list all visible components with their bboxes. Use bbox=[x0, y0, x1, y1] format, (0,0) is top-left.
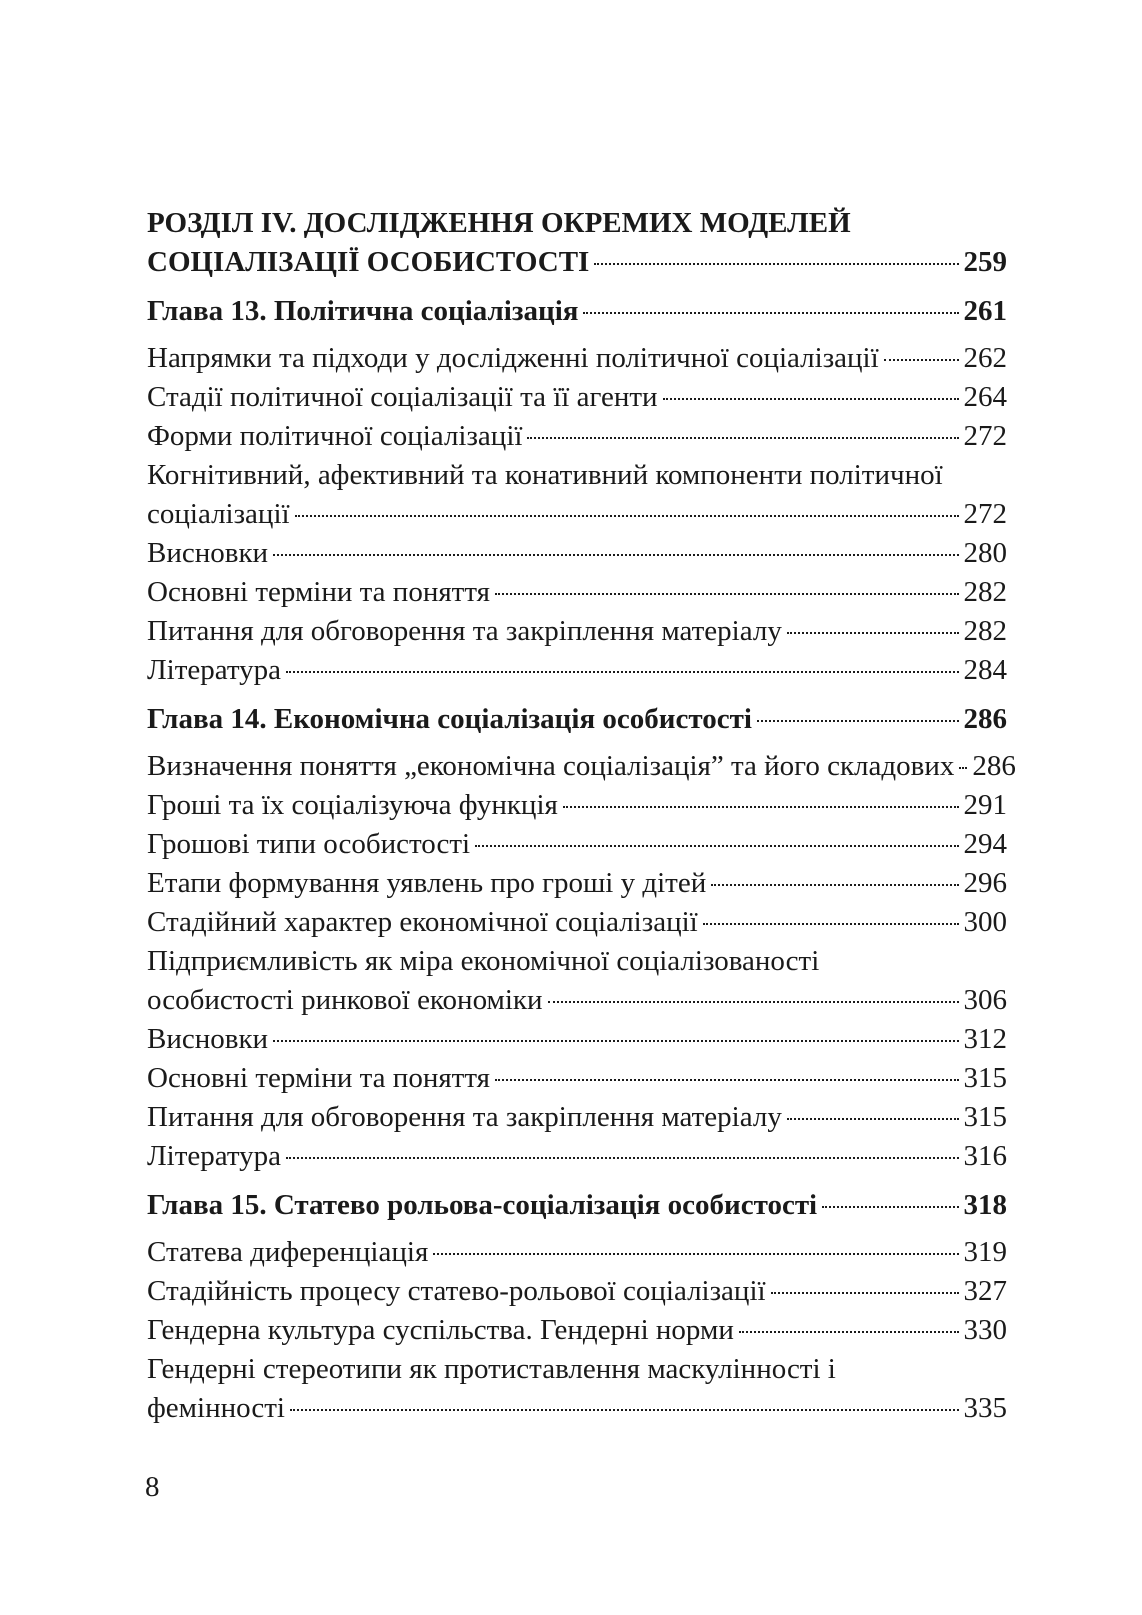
toc-entry[interactable] bbox=[147, 825, 1007, 864]
dot-leader bbox=[495, 1079, 959, 1081]
page-ref: 306 bbox=[963, 984, 1007, 1016]
entry-title: Гроші та їх соціалізуюча функція bbox=[147, 789, 558, 821]
dot-leader bbox=[527, 437, 958, 439]
toc-entry[interactable] bbox=[147, 747, 1016, 786]
toc-entry[interactable] bbox=[147, 1098, 1007, 1137]
page-ref: 318 bbox=[963, 1189, 1007, 1221]
dot-leader bbox=[433, 1253, 958, 1255]
entry-title: Висновки bbox=[147, 1023, 269, 1055]
toc-entry[interactable] bbox=[147, 573, 1007, 612]
dot-leader bbox=[739, 1331, 959, 1333]
dot-leader bbox=[548, 1001, 959, 1003]
page-ref: 335 bbox=[963, 1392, 1007, 1424]
entry-title: соціалізації bbox=[147, 498, 290, 530]
toc-entry[interactable] bbox=[147, 1233, 1007, 1272]
toc-entry[interactable] bbox=[147, 1020, 1007, 1059]
page-ref: 282 bbox=[963, 576, 1007, 608]
dot-leader bbox=[563, 806, 959, 808]
dot-leader bbox=[787, 632, 959, 634]
dot-leader bbox=[273, 554, 958, 556]
toc-entry-chapter[interactable] bbox=[147, 1186, 1007, 1225]
toc-entry[interactable] bbox=[147, 612, 1007, 651]
page-ref: 272 bbox=[963, 498, 1007, 530]
entry-title: Форми політичної соціалізації bbox=[147, 420, 523, 452]
toc-entry[interactable] bbox=[147, 534, 1007, 573]
entry-title: особистості ринкової економіки bbox=[147, 984, 543, 1016]
page-ref: 327 bbox=[963, 1275, 1007, 1307]
page-ref: 315 bbox=[963, 1062, 1007, 1094]
page-number: 8 bbox=[145, 1471, 160, 1503]
page-ref: 294 bbox=[963, 828, 1007, 860]
dot-leader bbox=[703, 923, 959, 925]
entry-title: Основні терміни та поняття bbox=[147, 1062, 490, 1094]
entry-title: фемінності bbox=[147, 1392, 285, 1424]
table-of-contents bbox=[147, 204, 1016, 1438]
chapter-title: Глава 13. Політична соціалізація bbox=[147, 295, 579, 327]
entry-title: Література bbox=[147, 1140, 282, 1172]
chapter-heading bbox=[147, 1186, 1007, 1225]
toc-entry[interactable] bbox=[147, 981, 1007, 1020]
entry-title: Стадійність процесу статево-рольової соціалізації bbox=[147, 1275, 766, 1307]
toc-entry-chapter[interactable] bbox=[147, 292, 1007, 331]
dot-leader bbox=[594, 263, 958, 265]
entry-title: Статева диференціація bbox=[147, 1236, 429, 1268]
entry-title: Основні терміни та поняття bbox=[147, 576, 490, 608]
dot-leader bbox=[495, 593, 959, 595]
entry-title: Література bbox=[147, 654, 282, 686]
entry-title-line-1: Гендерні стереотипи як протиставлення маскулінності і bbox=[147, 1353, 836, 1385]
chapter-heading bbox=[147, 292, 1007, 331]
page-ref: 286 bbox=[972, 750, 1016, 782]
dot-leader bbox=[711, 884, 958, 886]
chapter-entries bbox=[147, 747, 1016, 1176]
toc-entry[interactable] bbox=[147, 1311, 1007, 1350]
dot-leader bbox=[884, 359, 959, 361]
dot-leader bbox=[959, 767, 967, 769]
entry-title: Стадії політичної соціалізації та її агенти bbox=[147, 381, 658, 413]
entry-title-line-1: Підприємливість як міра економічної соціалізованості bbox=[147, 945, 820, 977]
entry-title: Напрямки та підходи у дослідженні політичної соціалізації bbox=[147, 342, 879, 374]
chapter-entries bbox=[147, 1233, 1007, 1428]
dot-leader bbox=[286, 671, 958, 673]
page-ref: 316 bbox=[963, 1140, 1007, 1172]
page-ref: 272 bbox=[963, 420, 1007, 452]
page-ref: 261 bbox=[963, 295, 1007, 327]
toc-entry[interactable] bbox=[147, 417, 1007, 456]
entry-title: Стадійний характер економічної соціалізації bbox=[147, 906, 698, 938]
chapter-entries bbox=[147, 339, 1007, 690]
entry-title: Визначення поняття „економічна соціалізація” та його складових bbox=[147, 750, 955, 782]
toc-entry[interactable] bbox=[147, 1059, 1007, 1098]
toc-entry[interactable] bbox=[147, 786, 1007, 825]
page-ref: 312 bbox=[963, 1023, 1007, 1055]
entry-title: Питання для обговорення та закріплення матеріалу bbox=[147, 1101, 782, 1133]
dot-leader bbox=[822, 1206, 958, 1208]
entry-title: Гендерна культура суспільства. Гендерні норми bbox=[147, 1314, 734, 1346]
toc-entry[interactable] bbox=[147, 864, 1007, 903]
toc-entry[interactable] bbox=[147, 651, 1007, 690]
toc-entry[interactable] bbox=[147, 495, 1007, 534]
toc-entry[interactable] bbox=[147, 378, 1007, 417]
page-ref: 300 bbox=[963, 906, 1007, 938]
entry-title: Висновки bbox=[147, 537, 269, 569]
dot-leader bbox=[273, 1040, 958, 1042]
toc-entry-part[interactable] bbox=[147, 243, 1007, 282]
entry-title: Етапи формування уявлень про гроші у дітей bbox=[147, 867, 707, 899]
dot-leader bbox=[286, 1157, 958, 1159]
part-title-line-2: СОЦІАЛІЗАЦІЇ ОСОБИСТОСТІ bbox=[147, 246, 590, 278]
page-ref: 315 bbox=[963, 1101, 1007, 1133]
toc-entry[interactable] bbox=[147, 1137, 1007, 1176]
page-ref: 262 bbox=[963, 342, 1007, 374]
page-ref: 291 bbox=[963, 789, 1007, 821]
dot-leader bbox=[475, 845, 958, 847]
page-ref: 330 bbox=[963, 1314, 1007, 1346]
page-ref: 280 bbox=[963, 537, 1007, 569]
page-ref: 259 bbox=[963, 246, 1007, 278]
entry-title: Питання для обговорення та закріплення матеріалу bbox=[147, 615, 782, 647]
toc-entry[interactable] bbox=[147, 903, 1007, 942]
dot-leader bbox=[290, 1409, 959, 1411]
dot-leader bbox=[583, 312, 958, 314]
page-ref: 284 bbox=[963, 654, 1007, 686]
toc-entry[interactable] bbox=[147, 1272, 1007, 1311]
entry-title: Грошові типи особистості bbox=[147, 828, 471, 860]
dot-leader bbox=[757, 720, 959, 722]
entry-title-line-1: Когнітивний, афективний та конативний компоненти політичної bbox=[147, 459, 943, 491]
page-ref: 286 bbox=[963, 703, 1007, 735]
part-heading bbox=[147, 204, 1007, 282]
toc-entry[interactable] bbox=[147, 339, 1007, 378]
toc-entry-chapter[interactable] bbox=[147, 700, 1007, 739]
dot-leader bbox=[787, 1118, 959, 1120]
page-ref: 319 bbox=[963, 1236, 1007, 1268]
dot-leader bbox=[663, 398, 959, 400]
dot-leader bbox=[295, 515, 959, 517]
page-ref: 264 bbox=[963, 381, 1007, 413]
toc-entry[interactable] bbox=[147, 1389, 1007, 1428]
chapter-title: Глава 14. Економічна соціалізація особистості bbox=[147, 703, 752, 735]
page-ref: 282 bbox=[963, 615, 1007, 647]
dot-leader bbox=[771, 1292, 959, 1294]
chapter-heading bbox=[147, 700, 1007, 739]
part-title-line-1: РОЗДІЛ IV. ДОСЛІДЖЕННЯ ОКРЕМИХ МОДЕЛЕЙ bbox=[147, 207, 851, 239]
chapter-title: Глава 15. Статево рольова-соціалізація особистості bbox=[147, 1189, 818, 1221]
page-ref: 296 bbox=[963, 867, 1007, 899]
